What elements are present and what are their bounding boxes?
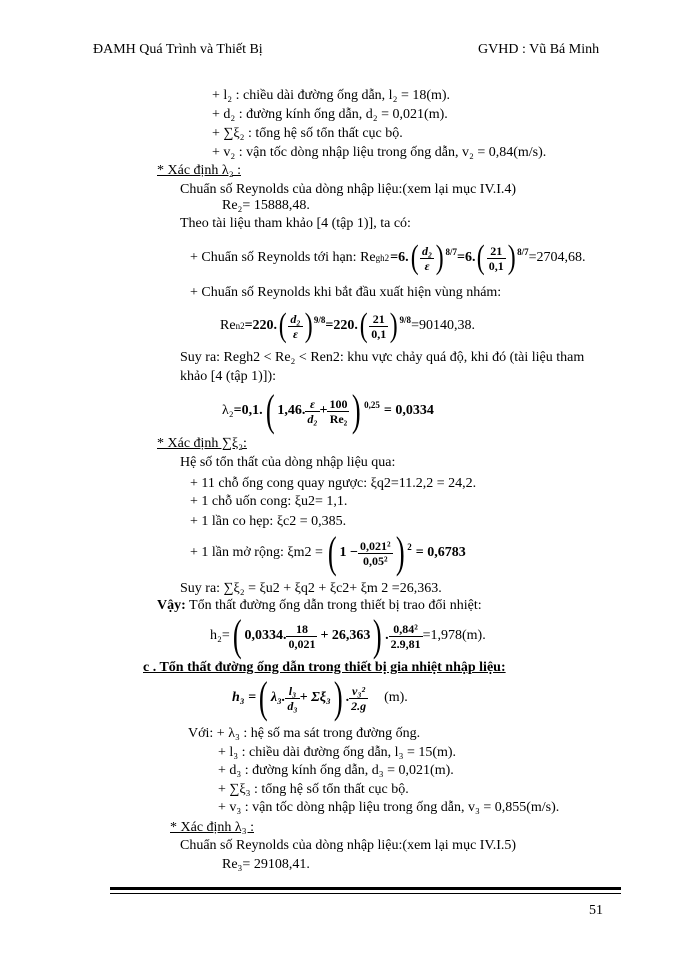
formula-den: 2.g	[351, 698, 367, 713]
formula-regh2: + Chuẩn số Reynolds tới hạn: Re gh2 = 6 . ( $\frac{\text{d₂}}{\varepsilon}$ ) 8/7 = 6 . ( $\frac{21}{0,1}$ ) 8/7 =2704,68.	[190, 239, 586, 276]
text-line: Theo tài liệu tham khảo [4 (tập 1)], ta có:	[180, 216, 411, 231]
formula-exp: 9/8	[313, 315, 326, 325]
text-line: Chuẩn số Reynolds của dòng nhập liệu:(xem lại mục IV.I.4)	[180, 182, 517, 197]
formula-result: =2704,68.	[528, 250, 586, 265]
text-line: Suy ra: ∑ξ₂ = ξu2 + ξq2 + ξc2+ ξm 2 =26,363.	[180, 581, 442, 596]
header-right: GVHD : Vũ Bá Minh	[478, 42, 600, 57]
text-line: Hệ số tổn thất của dòng nhập liệu qua:	[180, 455, 396, 470]
subheading: * Xác định ∑ξ₂:	[157, 436, 247, 451]
text-line	[157, 598, 482, 614]
text-line: Suy ra: Regh2 < Re₂ < Ren2: khu vực chảy quá độ, khi đó (tài liệu tham	[180, 350, 585, 365]
text-line: + Chuẩn số Reynolds khi bắt đầu xuất hiện vùng nhám:	[190, 285, 502, 300]
subheading: * Xác định λ₃ :	[170, 820, 254, 835]
formula-const: =0,1.	[233, 403, 263, 418]
formula-lambda2: λ₂ =0,1. ( 1,46. $\frac{\varepsilon}{\text{d₂}}$ + $\frac{100}{\text{Re₂}}$ ) 0,25 = 0,0334	[222, 386, 434, 435]
formula-den: d₂	[307, 411, 318, 426]
formula-result: = 0,0334	[383, 403, 434, 418]
text-line: + d₂ : đường kính ống dẫn, d₂ = 0,021(m).	[212, 107, 448, 122]
formula-ren2: Re n2 =220. ( $\frac{\text{d₂}}{\varepsilon}$ ) 9/8 =220. ( $\frac{21}{0,1}$ ) 9/8 =90140,38.	[220, 307, 475, 344]
page-number: 51	[589, 903, 603, 918]
formula-text: + Chuẩn số Reynolds tới hạn: Re	[190, 250, 376, 265]
formula-exp: 2	[407, 542, 412, 552]
formula-num: ε	[305, 397, 319, 412]
text-line: khảo [4 (tập 1)]):	[180, 369, 277, 384]
text-line: Re₂= 15888,48.	[222, 198, 310, 213]
section-heading: c . Tổn thất đường ống dẫn trong thiết bị gia nhiệt nhập liệu:	[143, 660, 506, 675]
formula-text: Re	[220, 318, 236, 333]
formula-text: + 1 lần mở rộng: ξm2 =	[190, 545, 323, 560]
text-line: + 1 lần co hẹp: ξc2 = 0,385.	[190, 514, 347, 529]
formula-exp: 9/8	[399, 315, 412, 325]
text-line: + 1 chỗ uốn cong: ξu2= 1,1.	[190, 494, 348, 509]
formula-num: v₃²	[349, 684, 368, 699]
text-span: Tổn thất đường ống dẫn trong thiết bị trao đổi nhiệt:	[185, 598, 482, 613]
text-line: + ∑ξ₂ : tổng hệ số tổn thất cục bộ.	[212, 126, 403, 141]
formula-xim2: + 1 lần mở rộng: ξm2 = ( 1 − $\frac{\text{0,021²}}{\text{0,05²}}$ ) 2 = 0,6783	[190, 528, 466, 577]
formula-op: + 26,363	[320, 628, 371, 643]
text-line: Với: + λ₃ : hệ số ma sát trong đường ống.	[188, 726, 421, 741]
formula-const: =220.	[325, 318, 358, 333]
text-line: + v₃ : vận tốc dòng nhập liệu trong ống dẫn, v₃ = 0,855(m/s).	[218, 800, 560, 815]
formula-den: 0,1	[488, 258, 504, 273]
formula-op: + Σξ₃	[299, 690, 331, 705]
text-line: Re₃= 29108,41.	[222, 857, 310, 872]
formula-exp: 8/7	[517, 247, 529, 257]
formula-num: 0,021²	[360, 538, 391, 553]
text-line: + v₂ : vận tốc dòng nhập liệu trong ống dẫn, v₂ = 0,84(m/s).	[212, 145, 547, 160]
formula-result: =90140,38.	[411, 318, 475, 333]
formula-result: = 0,6783	[415, 545, 466, 560]
formula-const: =220.	[244, 318, 278, 333]
footer-rule-thin	[110, 893, 621, 894]
formula-den: ε	[293, 326, 298, 341]
formula-op: +	[319, 403, 328, 418]
formula-op: 1 −	[339, 545, 359, 560]
header-left: ĐAMH Quá Trình và Thiết Bị	[93, 42, 263, 57]
formula-den: 0,05²	[363, 553, 388, 568]
formula-num: d₂	[290, 311, 301, 326]
footer-rule	[110, 887, 621, 890]
text-line: + d₃ : đường kính ống dẫn, d₃ = 0,021(m).	[218, 763, 454, 778]
formula-den: ε	[424, 258, 430, 273]
formula-unit: (m).	[384, 690, 408, 705]
formula-num: 18	[286, 622, 317, 637]
text-line: + ∑ξ₃ : tổng hệ số tổn thất cục bộ.	[218, 782, 409, 797]
formula-const: 6	[398, 250, 406, 265]
text-line: Chuẩn số Reynolds của dòng nhập liệu:(xem lại mục IV.I.5)	[180, 838, 517, 853]
formula-den: 0,1	[371, 326, 387, 341]
subheading: * Xác định λ₂ :	[157, 163, 241, 178]
formula-text: λ₂	[222, 403, 234, 418]
text-line: + l₃ : chiều dài đường ống dẫn, l₃ = 15(m).	[218, 745, 457, 760]
formula-num: 21	[487, 244, 506, 259]
formula-num: 100	[329, 396, 348, 411]
formula-const: 1,46.	[277, 403, 306, 418]
formula-den: d₃	[287, 698, 298, 713]
formula-h2: h₂= ( 0,0334. $\frac{18}{0,021}$ + 26,363 ) . $\frac{\text{0,84²}}{2.9,81}$ =1,978(m).	[210, 611, 486, 660]
text-line: + l₂ : chiều dài đường ống dẫn, l₂ = 18(m).	[212, 88, 451, 103]
formula-exp: 8/7	[445, 247, 457, 257]
formula-den: Re₂	[329, 411, 348, 426]
formula-const: 6	[464, 250, 472, 265]
formula-const: λ₃.	[270, 690, 286, 705]
text-line: + 11 chỗ ống cong quay ngược: ξq2=11.2,2 = 24,2.	[190, 476, 477, 491]
formula-text: h₃ =	[232, 690, 257, 705]
formula-const: 0,0334.	[244, 628, 287, 643]
formula-exp: 0,25	[364, 400, 380, 410]
formula-result: =1,978(m).	[422, 628, 486, 643]
formula-num: l₃	[285, 684, 299, 699]
formula-num: 21	[369, 312, 388, 327]
formula-h3: h₃ = ( λ₃. $\frac{\text{l₃}}{\text{d₃}}$ + Σξ₃ ) . $\frac{\text{v₃²}}{2.g}$ (m).	[232, 673, 408, 722]
formula-den: 2.9,81	[390, 636, 421, 651]
formula-num: d₂	[421, 243, 433, 258]
formula-text: h₂=	[210, 628, 230, 643]
label-vay: Vậy:	[157, 598, 186, 613]
formula-den: 0,021	[288, 636, 316, 651]
formula-num: 0,84²	[389, 622, 423, 637]
